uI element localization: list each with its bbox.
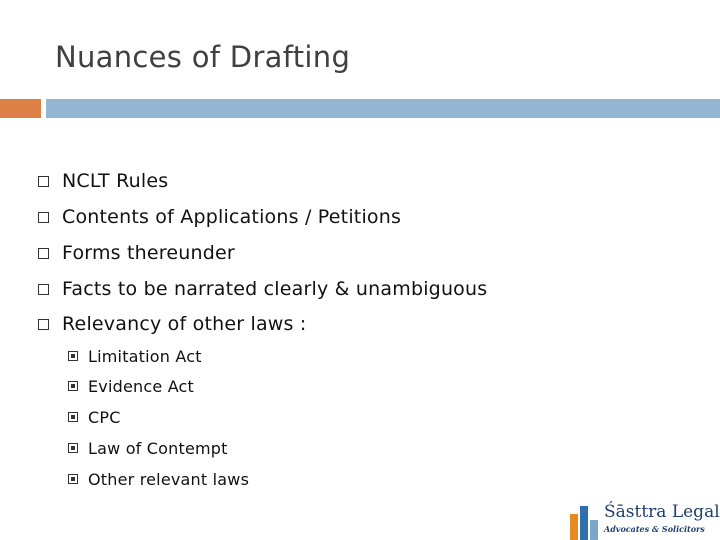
sub-bullet-item xyxy=(68,346,202,366)
sub-bullet-item xyxy=(68,376,194,396)
sub-bullet-item xyxy=(68,407,121,427)
square-bullet-icon xyxy=(68,381,78,391)
sub-bullet-text: CPC xyxy=(88,407,121,427)
logo-tagline: Advocates & Solicitors xyxy=(604,524,705,534)
slide-title: Nuances of Drafting xyxy=(55,40,351,74)
checkbox-bullet-icon xyxy=(38,284,49,295)
bullet-text: Facts to be narrated clearly & unambiguous xyxy=(62,278,488,300)
bullet-text: Relevancy of other laws : xyxy=(62,313,307,335)
logo-name: Śāsttra Legal xyxy=(604,502,720,522)
square-bullet-icon xyxy=(68,351,78,361)
bullet-text: NCLT Rules xyxy=(62,170,169,192)
bullet-item xyxy=(38,277,487,301)
sub-bullet-text: Evidence Act xyxy=(88,376,195,396)
sub-bullet-text: Other relevant laws xyxy=(88,469,250,489)
bullet-item xyxy=(38,169,168,193)
logo-bars-icon xyxy=(568,498,604,540)
bullet-item xyxy=(38,312,306,336)
sastra-legal-logo xyxy=(568,498,718,540)
square-bullet-icon xyxy=(68,474,78,484)
bullet-item xyxy=(38,241,235,265)
bullet-item xyxy=(38,205,401,229)
bullet-text: Forms thereunder xyxy=(62,242,235,264)
checkbox-bullet-icon xyxy=(38,176,49,187)
sub-bullet-item xyxy=(68,438,228,458)
sub-bullet-text: Law of Contempt xyxy=(88,438,228,458)
checkbox-bullet-icon xyxy=(38,319,49,330)
checkbox-bullet-icon xyxy=(38,212,49,223)
bullet-text: Contents of Applications / Petitions xyxy=(62,206,402,228)
square-bullet-icon xyxy=(68,443,78,453)
sub-bullet-text: Limitation Act xyxy=(88,346,202,366)
checkbox-bullet-icon xyxy=(38,248,49,259)
sub-bullet-item xyxy=(68,469,249,489)
square-bullet-icon xyxy=(68,412,78,422)
